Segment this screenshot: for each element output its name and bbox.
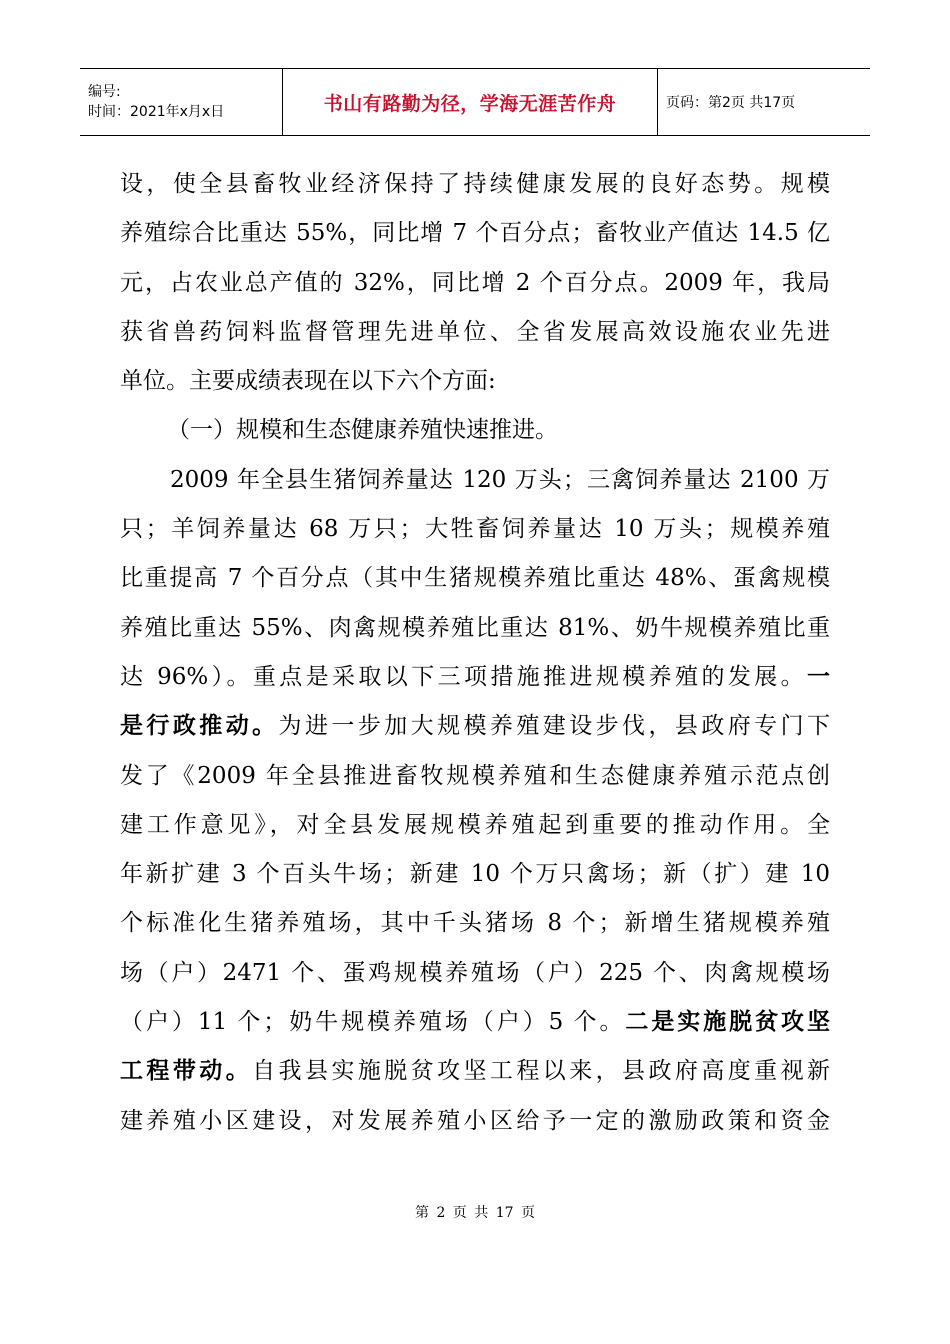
body-line <box>120 653 830 702</box>
body-line: 单位。主要成绩表现在以下六个方面: <box>120 368 496 395</box>
body-line: 元，占农业总产值的 32%，同比增 2 个百分点。2009 年，我局 <box>120 269 830 296</box>
body-line: 个标准化生猪养殖场，其中千头猪场 8 个；新增生猪规模养殖 <box>120 910 830 937</box>
emphasis-text: 工程带动。 <box>120 1058 253 1085</box>
emphasis-text: 二是实施脱贫攻坚 <box>625 1009 830 1036</box>
body-line: 只；羊饲养量达 68 万只；大牲畜饲养量达 10 万头；规模养殖 <box>120 516 830 543</box>
page-info-text: 页码：第2页 共17页 <box>666 95 796 111</box>
section-heading: （一）规模和生态健康养殖快速推进。 <box>167 417 558 444</box>
header-motto-cell <box>283 69 658 135</box>
body-text: 为进一步加大规模养殖建设步伐，县政府专门下 <box>278 713 831 740</box>
header-page-info <box>658 69 870 135</box>
body-line: 建养殖小区建设，对发展养殖小区给予一定的激励政策和资金 <box>120 1107 830 1134</box>
body-line: 养殖比重达 55%、肉禽规模养殖比重达 81%、奶牛规模养殖比重 <box>120 614 830 641</box>
body-line: 设，使全县畜牧业经济保持了持续健康发展的良好态势。规模 <box>120 171 830 197</box>
header-motto: 书山有路勤为径，学海无涯苦作舟 <box>323 92 617 115</box>
body-text: 自我县实施脱贫攻坚工程以来，县政府高度重视新 <box>252 1058 831 1085</box>
emphasis-text: 是行政推动。 <box>120 713 279 740</box>
body-line: 场（户）2471 个、蛋鸡规模养殖场（户）225 个、肉禽规模场 <box>120 959 830 986</box>
body-line: 2009 年全县生猪饲养量达 120 万头；三禽饲养量达 2100 万 <box>170 466 830 493</box>
body-line: 年新扩建 3 个百头牛场；新建 10 个万只禽场；新（扩）建 10 <box>120 861 830 888</box>
page-header <box>80 68 870 136</box>
emphasis-text: 一 <box>807 663 830 690</box>
body-line <box>120 1047 830 1096</box>
body-line: 建工作意见》，对全县发展规模养殖起到重要的推动作用。全 <box>120 811 830 838</box>
header-meta <box>80 69 283 135</box>
body-line: 发了《2009 年全县推进畜牧规模养殖和生态健康养殖示范点创 <box>120 762 830 789</box>
document-time-label: 时间：2021年x月x日 <box>88 104 225 120</box>
body-line: 获省兽药饲料监督管理先进单位、全省发展高效设施农业先进 <box>120 318 830 345</box>
page-footer: 第 2 页 共 17 页 <box>415 1205 535 1221</box>
body-line: 养殖综合比重达 55%，同比增 7 个百分点；畜牧业产值达 14.5 亿 <box>120 220 830 247</box>
body-line: 比重提高 7 个百分点（其中生猪规模养殖比重达 48%、蛋禽规模 <box>120 565 830 592</box>
body-text: （户）11 个；奶牛规模养殖场（户）5 个。 <box>120 1009 626 1036</box>
body-line <box>120 998 830 1047</box>
document-body <box>120 160 830 1146</box>
body-line <box>120 702 830 751</box>
document-number-label: 编号: <box>88 84 121 100</box>
body-text: 达 96%）。重点是采取以下三项措施推进规模养殖的发展。 <box>120 663 807 690</box>
